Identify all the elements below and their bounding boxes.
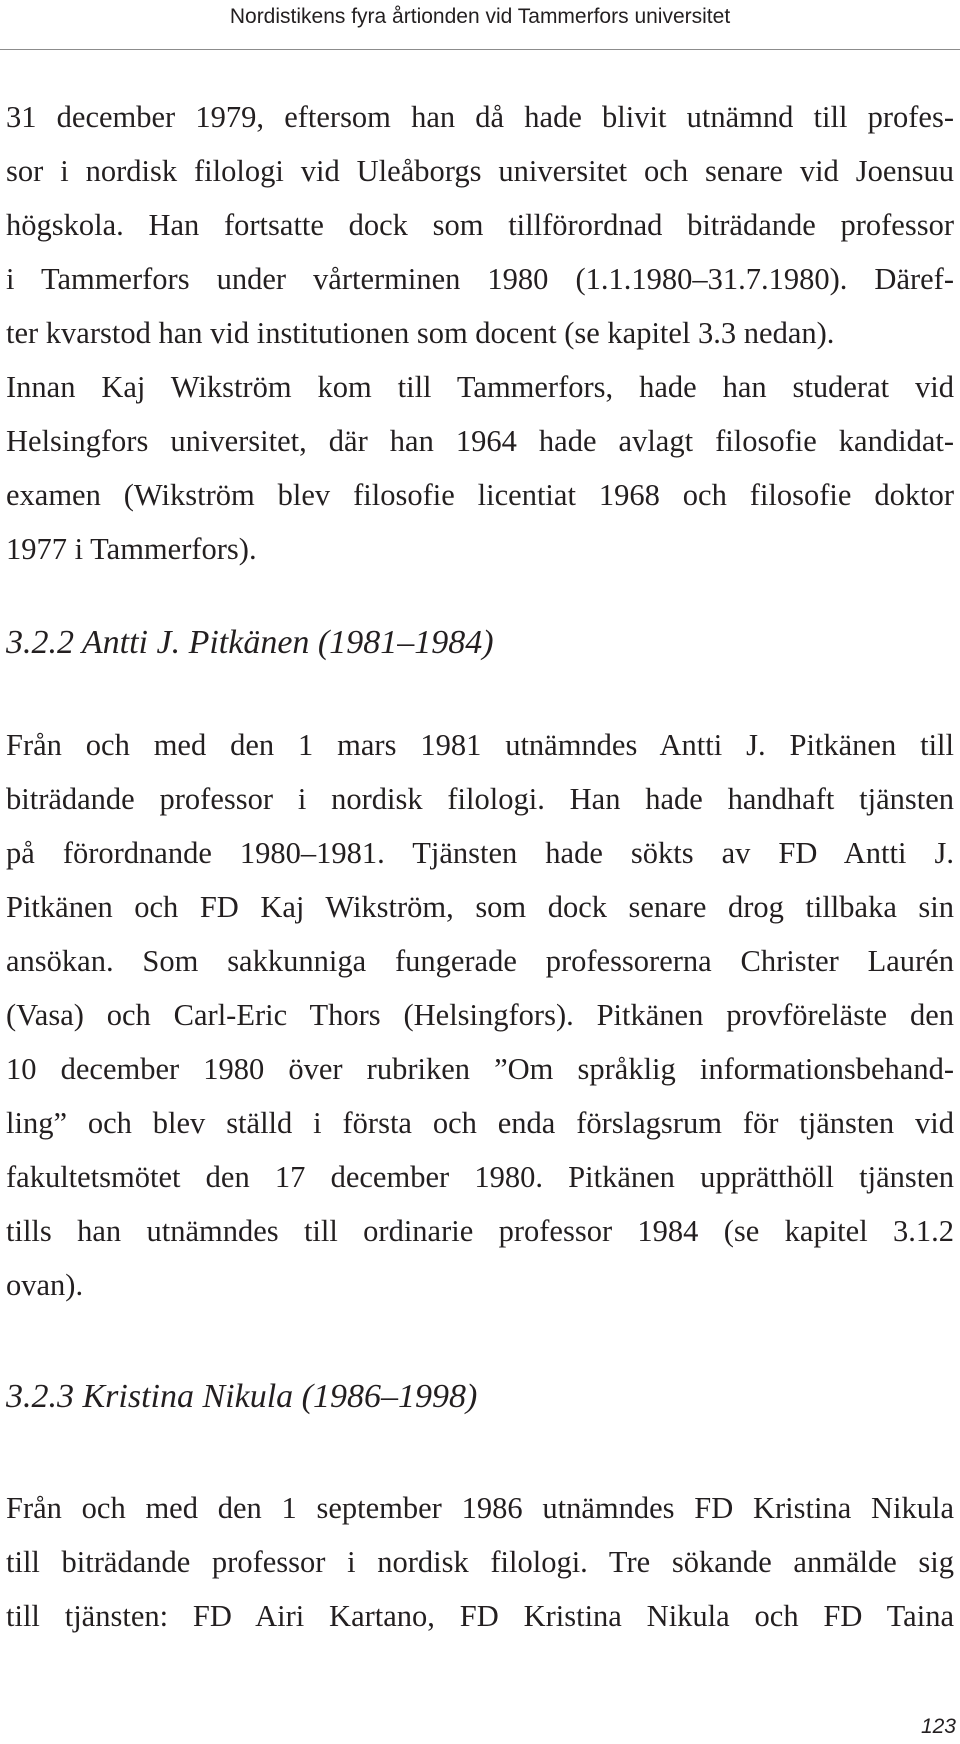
text-line: i Tammerfors under vårterminen 1980 (1.1.1980–31.7.1980). Däref-: [6, 262, 954, 296]
running-header: [0, 0, 960, 50]
text-line: Helsingfors universitet, där han 1964 hade avlagt filosofie kandidat-: [6, 424, 954, 458]
page-number: 123: [920, 1715, 956, 1738]
text-line: högskola. Han fortsatte dock som tillförordnad biträdande professor: [6, 208, 954, 242]
text-line: ansökan. Som sakkunniga fungerade professorerna Christer Laurén: [6, 944, 954, 978]
paragraph-1: [6, 90, 954, 576]
text-line: 1977 i Tammerfors).: [6, 532, 257, 566]
text-line: Från och med den 1 september 1986 utnämndes FD Kristina Nikula: [6, 1491, 954, 1525]
text-line: fakultetsmötet den 17 december 1980. Pitkänen upprätthöll tjänsten: [6, 1160, 954, 1194]
text-line: (Vasa) och Carl-Eric Thors (Helsingfors). Pitkänen provföreläste den: [6, 998, 954, 1032]
text-line: tills han utnämndes till ordinarie professor 1984 (se kapitel 3.1.2: [6, 1214, 954, 1248]
paragraph-3: [6, 1481, 954, 1643]
running-title: Nordistikens fyra årtionden vid Tammerfors universitet: [229, 5, 731, 28]
text-line: 31 december 1979, eftersom han då hade blivit utnämnd till profes-: [6, 100, 954, 134]
section-heading: 3.2.3 Kristina Nikula (1986–1998): [6, 1378, 478, 1415]
text-line: Från och med den 1 mars 1981 utnämndes Antti J. Pitkänen till: [6, 728, 954, 762]
text-line: till biträdande professor i nordisk filologi. Tre sökande anmälde sig: [6, 1545, 954, 1579]
text-line: ling” och blev ställd i första och enda förslagsrum för tjänsten vid: [6, 1106, 954, 1140]
text-line: på förordnande 1980–1981. Tjänsten hade sökts av FD Antti J.: [6, 836, 954, 870]
text-line: till tjänsten: FD Airi Kartano, FD Kristina Nikula och FD Taina: [6, 1599, 954, 1633]
text-line: biträdande professor i nordisk filologi. Han hade handhaft tjänsten: [6, 782, 954, 816]
section-heading: 3.2.2 Antti J. Pitkänen (1981–1984): [6, 624, 494, 661]
text-line: Pitkänen och FD Kaj Wikström, som dock senare drog tillbaka sin: [6, 890, 954, 924]
text-line: examen (Wikström blev filosofie licentiat 1968 och filosofie doktor: [6, 478, 954, 512]
paragraph-2: [6, 718, 954, 1312]
text-line: Innan Kaj Wikström kom till Tammerfors, hade han studerat vid: [6, 370, 954, 404]
text-line: ter kvarstod han vid institutionen som docent (se kapitel 3.3 nedan).: [6, 316, 835, 350]
text-line: ovan).: [6, 1268, 84, 1302]
text-line: 10 december 1980 över rubriken ”Om språklig informationsbehand-: [6, 1052, 954, 1086]
text-line: sor i nordisk filologi vid Uleåborgs universitet och senare vid Joensuu: [6, 154, 954, 188]
